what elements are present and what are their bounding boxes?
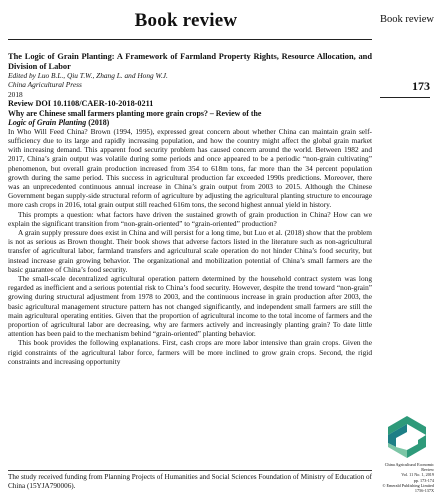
- doi-link[interactable]: 10.1108/CAER-10-2018-0211: [53, 98, 154, 108]
- header-rule: [8, 39, 372, 40]
- review-paragraph-1: In Who Will Feed China? Brown (1994, 1995), expressed great concern about whether China can maintain grain self-sufficiency due to its large and rapidly increasing population, and how the country might affect the global grain market with increasing demand. This apparent food security problem has caused concern around the world. Between 1982 and 2017, China’s grain output was volatile during some periods and once appeared to be a periodic “non-grain cultivating” phenomenon, but overall grain production increased from 354 to 618m tons, far more than the 34 percent population growth during the same period. This success in agricultural production far exceeded 1990s predictions. Moreover, there was an unprecedented continuous annual increase in China’s grain output from 2003 to 2015. Although the Chinese Government began supply-side structural reform of agriculture by adjusting the agricultural planting structure to encourage more cash crops in 2016, total grain output still reached 616m tons, the second highest annual yield in history.: [8, 126, 372, 210]
- journal-name-2: Review: [421, 467, 434, 473]
- journal-copyright: © Emerald Publishing Limited: [382, 482, 434, 488]
- review-paragraph-3: A grain supply pressure does exist in China and will persist for a long time, but Luo et al. (2018) show that the problem is not as serious as Brown thought. Their book shows that adverse factors listed in the literature such as non-agricultural transfer of agricultural labor, farmland transfers and agricultural scale operation do not hinder China’s food security, but instead increase grain growing behavior. The organizational and mobilization potential of China’s small farmers are the basic guarantee of China’s food security.: [8, 228, 372, 274]
- review-doi: Review DOI 10.1108/CAER-10-2018-0211: [8, 98, 154, 108]
- page-number: 173: [412, 79, 430, 93]
- page-title: Book review: [134, 10, 238, 31]
- book-year: 2018: [8, 89, 23, 99]
- review-paragraph-2: This prompts a question: what factors have driven the sustained growth of grain production in China? How can we explain the significant transition from “non-grain-oriented” to “grain-oriented” production?: [8, 209, 372, 228]
- review-heading: Why are Chinese small farmers planting more grain crops? – Review of the Logic of Grain Planting (2018): [8, 108, 262, 127]
- journal-pages: pp. 173-174: [413, 477, 434, 483]
- journal-logo-icon: [384, 414, 430, 460]
- journal-volume: Vol. 11 No. 1, 2019: [401, 472, 434, 478]
- journal-issn: 1756-137X: [414, 488, 434, 494]
- review-body: [8, 127, 372, 366]
- book-publisher: China Agricultural Press: [8, 80, 82, 90]
- journal-info: [378, 462, 434, 493]
- funding-footnote: The study received funding from Planning Projects of Humanities and Social Sciences Foundation of Ministry of Education of China (15YJA790006).: [8, 473, 372, 490]
- footnote-rule: [8, 470, 372, 471]
- book-title: The Logic of Grain Planting: A Framework of Farmland Property Rights, Resource Allocation, and Division of Labor: [8, 52, 372, 71]
- review-paragraph-4: The small-scale decentralized agricultural operation pattern determined by the household contract system was long regarded as inefficient and a serious potential risk to China’s food security. However, despite the trend toward “non-grain” growing during structural adjustment from 1978 to 2003, and the continuous increase in grain production after 2003, the basic agricultural management structure pattern has not changed significantly, and independent small farmers are still the main agricultural operating entities. Given that the proportion of agricultural income to the total income of farmers and the proportion of agricultural labor are decreasing, why are farmers actively and increasingly planting grain? To date little attention has been paid to the mechanism behind “grain-oriented” planting behavior.: [8, 274, 372, 339]
- article-content: [8, 52, 372, 366]
- journal-name: China Agricultural Economic: [384, 462, 434, 467]
- review-paragraph-5: This book provides the following explanations. First, cash crops are more labor intensive than grain crops. Given the rigid constraints of the agricultural labor force, farmers will be more inclined to grow grain crops. Second, the rigid constraints and increasing opportunity: [8, 338, 372, 366]
- section-label: Book review: [380, 14, 434, 25]
- side-rule: [380, 97, 430, 98]
- book-editors: Edited by Luo B.L., Qiu T.W., Zhang L. and Hong W.J.: [8, 71, 168, 81]
